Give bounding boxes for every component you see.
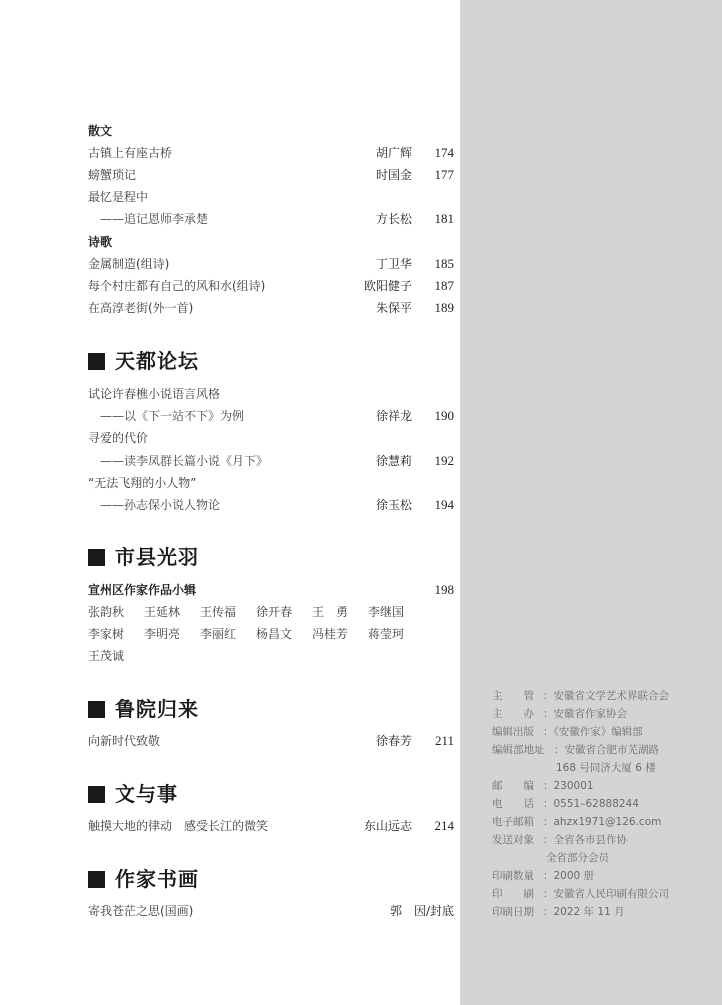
imprint-key: 印刷数量: [492, 870, 534, 882]
section-heading-wenyushi: [88, 780, 178, 808]
entry-author: 徐慧莉: [375, 454, 412, 468]
entry-title: 向新时代致敬: [88, 734, 161, 748]
author-name: 王茂诚: [88, 649, 125, 663]
section-square-icon: [88, 871, 105, 888]
toc-entry[interactable]: [88, 900, 454, 922]
imprint-key: 编辑出版: [492, 726, 534, 738]
entry-page: 211: [434, 733, 454, 748]
imprint-value: ：《安徽作家》编辑部: [543, 726, 643, 738]
entry-author: 丁卫华: [375, 257, 412, 271]
author-name: 蒋莹珂: [368, 627, 405, 641]
imprint-value: ：2022 年 11 月: [543, 906, 625, 918]
section-title: 作家书画: [115, 867, 199, 891]
category-prose: 散文: [88, 124, 113, 138]
author-name: 李丽红: [200, 627, 237, 641]
entry-title: 寄我苍茫之思(国画): [88, 904, 194, 918]
entry-subtitle: ——以《下一站不下》为例: [100, 409, 245, 423]
entry-page: 181: [434, 211, 454, 226]
section-square-icon: [88, 786, 105, 803]
entry-page: 185: [434, 256, 454, 271]
imprint-value: ：安徽省合肥市芜湖路: [554, 744, 659, 756]
author-name: 李家树: [88, 627, 125, 641]
entry-author: 徐玉松: [375, 498, 412, 512]
imprint-key: 编辑部地址: [492, 744, 545, 756]
entry-subtitle: ——追记恩师李承楚: [100, 212, 209, 226]
imprint-value: ：ahzx1971@126.com: [543, 816, 662, 828]
section-square-icon: [88, 549, 105, 566]
toc-entry[interactable]: [88, 427, 454, 449]
section-title: 市县光羽: [115, 545, 199, 569]
entry-author: 东山远志: [363, 819, 412, 833]
author-name: 王延林: [144, 605, 181, 619]
author-name: 张韵秋: [88, 605, 125, 619]
imprint-value: ：安徽省作家协会: [543, 708, 627, 720]
section-heading-shixian: [88, 543, 199, 571]
author-name: 徐开春: [256, 605, 293, 619]
entry-title: 寻爱的代价: [88, 431, 149, 445]
feature-title: 宣州区作家作品小辑: [88, 583, 197, 597]
imprint-key: 印 刷: [492, 888, 534, 900]
toc-entry[interactable]: [88, 186, 454, 208]
toc-entry[interactable]: [88, 253, 454, 275]
imprint-value: ：0551–62888244: [543, 798, 639, 810]
imprint-value: ：2000 册: [543, 870, 595, 882]
entry-author: 徐春芳: [375, 734, 412, 748]
section-heading-luyuan: [88, 695, 199, 723]
toc-entry[interactable]: [88, 472, 454, 494]
imprint-key: 电 话: [492, 798, 534, 810]
author-name: 李继国: [368, 605, 405, 619]
imprint-key: 电子邮箱: [492, 816, 534, 828]
toc-entry[interactable]: [88, 297, 454, 319]
section-title: 天都论坛: [115, 349, 199, 373]
entry-author: 胡广辉: [375, 146, 412, 160]
imprint-value: ：安徽省文学艺术界联合会: [543, 690, 669, 702]
entry-author: 欧阳健子: [363, 279, 412, 293]
imprint-value: 168 号同济大厦 6 楼: [556, 762, 656, 774]
entry-title: 螃蟹琐记: [88, 168, 137, 182]
imprint-value: ：安徽省人民印刷有限公司: [543, 888, 669, 900]
toc-entry-subtitle-row[interactable]: [88, 405, 454, 427]
imprint-value: ：全省各市县作协: [543, 834, 627, 846]
imprint-value: ：230001: [543, 780, 594, 792]
toc-entry[interactable]: [88, 815, 454, 837]
entry-subtitle: ——读李凤群长篇小说《月下》: [100, 454, 269, 468]
entry-page: 192: [434, 453, 454, 468]
entry-title: 在高淳老街(外一首): [88, 301, 194, 315]
entry-page: 174: [434, 145, 454, 160]
toc-feature-entry[interactable]: [88, 579, 454, 601]
entry-page: 214: [434, 818, 454, 833]
imprint-key: 主 管: [492, 690, 534, 702]
author-name: 杨昌文: [256, 627, 293, 641]
author-name: 王传福: [200, 605, 237, 619]
section-square-icon: [88, 353, 105, 370]
author-name: 李明亮: [144, 627, 181, 641]
imprint-key: 发送对象: [492, 834, 534, 846]
section-heading-tiandu: [88, 347, 199, 375]
author-name: 王 勇: [312, 605, 349, 619]
toc-entry[interactable]: [88, 730, 454, 752]
entry-author: 时国金: [375, 168, 412, 182]
category-poetry: 诗歌: [88, 235, 113, 249]
entry-author-page: 郭 因/封底: [389, 904, 454, 918]
entry-subtitle: ——孙志保小说人物论: [100, 498, 221, 512]
section-title: 文与事: [115, 782, 178, 806]
toc-entry[interactable]: [88, 383, 454, 405]
entry-page: 189: [434, 300, 454, 315]
imprint-key: 印刷日期: [492, 906, 534, 918]
entry-page: 198: [434, 582, 454, 597]
entry-title: “无法飞翔的小人物”: [88, 476, 197, 490]
entry-title: 金属制造(组诗): [88, 257, 170, 271]
section-heading-shuhua: [88, 865, 199, 893]
entry-page: 177: [434, 167, 454, 182]
toc-entry[interactable]: [88, 275, 454, 297]
author-name: 冯桂芳: [312, 627, 349, 641]
toc-entry[interactable]: [88, 142, 454, 164]
imprint-value: 全省部分会员: [546, 852, 609, 864]
imprint-key: 主 办: [492, 708, 534, 720]
section-square-icon: [88, 701, 105, 718]
entry-page: 194: [434, 497, 454, 512]
entry-title: 试论许春樵小说语言风格: [88, 387, 221, 401]
entry-title: 每个村庄都有自己的风和水(组诗): [88, 279, 266, 293]
entry-title: 最忆是程中: [88, 190, 149, 204]
toc-entry-subtitle-row[interactable]: [88, 494, 454, 516]
entry-author: 徐祥龙: [375, 409, 412, 423]
toc-entry[interactable]: [88, 164, 454, 186]
toc-entry-subtitle-row[interactable]: [88, 208, 454, 230]
entry-author: 朱保平: [375, 301, 412, 315]
entry-author: 方长松: [375, 212, 412, 226]
entry-page: 187: [434, 278, 454, 293]
section-title: 鲁院归来: [115, 697, 199, 721]
toc-entry-subtitle-row[interactable]: [88, 450, 454, 472]
entry-title: 触摸大地的律动 感受长江的微笑: [88, 819, 269, 833]
imprint-key: 邮 编: [492, 780, 534, 792]
entry-title: 古镇上有座古桥: [88, 146, 173, 160]
entry-page: 190: [434, 408, 454, 423]
